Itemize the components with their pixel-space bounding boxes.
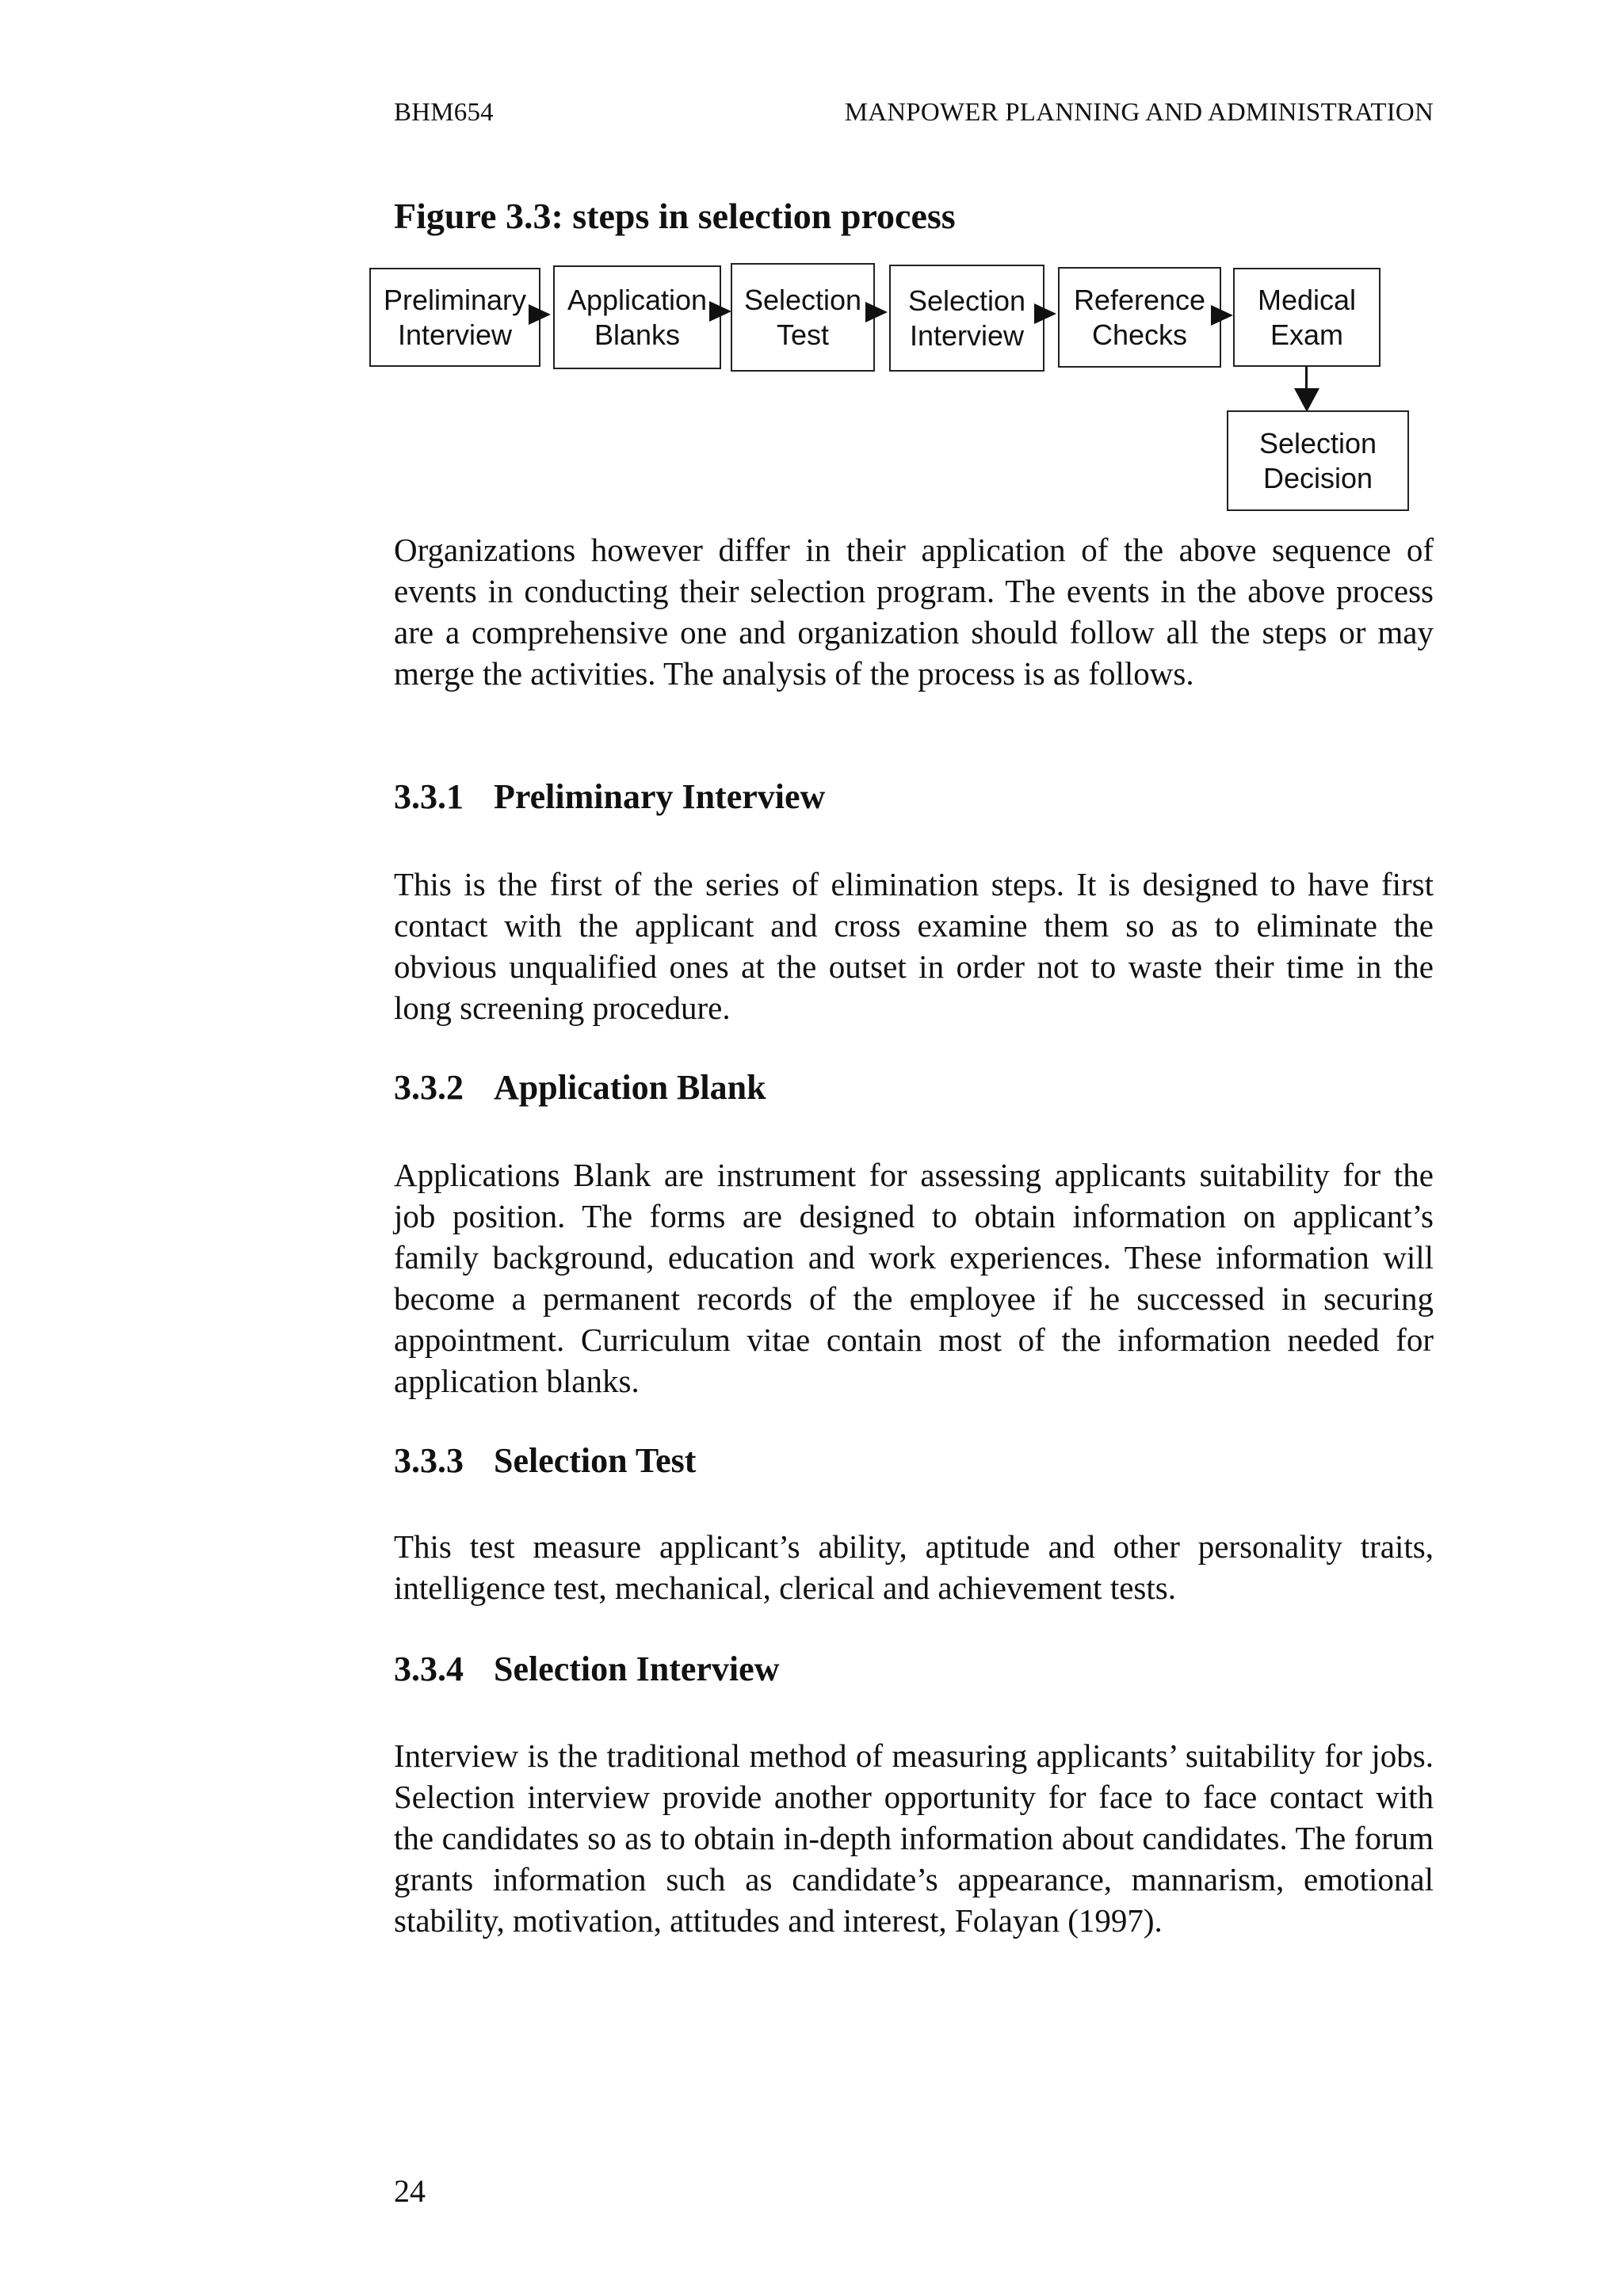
flow-arrow-icon [1211, 305, 1233, 326]
step-box-medical-exam [1233, 268, 1381, 367]
step-box-selection-decision [1227, 410, 1409, 511]
section-title: Application Blank [494, 1068, 766, 1107]
step-box-application-blanks [553, 265, 721, 369]
step-box-selection-test [731, 263, 875, 372]
step-label: Preliminary [383, 283, 527, 316]
flow-arrow-icon [865, 302, 888, 322]
section-paragraph-3-3-1: This is the first of the series of elimination steps. It is designed to have first contact with the applicant and cross examine them so as to eliminate the obvious unqualified ones at the outset in order not to waste their time in the long screening procedure. [394, 866, 1434, 1026]
step-label: Medical [1257, 283, 1357, 316]
section-number: 3.3.1 [394, 777, 464, 816]
flow-connector-line [1305, 367, 1308, 391]
step-label: Application [567, 283, 708, 316]
section-title: Selection Interview [494, 1650, 780, 1688]
flow-arrow-icon [709, 301, 731, 322]
header-course-code: BHM654 [394, 98, 494, 127]
section-title: Selection Test [494, 1441, 697, 1480]
section-paragraph-3-3-4: Interview is the traditional method of measuring applicants’ suitability for jobs. Selection interview provide another opportunity for face to face contact with the candidates so as to obtain in-depth information about candidates. The forum grants information such as candidate’s appearance, mannarism, emotional stability, motivation, attitudes and interest, Folayan (1997). [394, 1737, 1434, 1939]
section-heading-3-3-4 [394, 1649, 779, 1689]
step-label: Interview [909, 318, 1025, 352]
flow-arrow-down-icon [1294, 388, 1319, 412]
step-box-preliminary-interview [369, 268, 540, 367]
step-box-reference-checks [1058, 267, 1221, 368]
step-label: Interview [397, 318, 513, 351]
section-number: 3.3.2 [394, 1068, 464, 1107]
step-label: Checks [1091, 318, 1188, 351]
figure-title: Figure 3.3: steps in selection process [394, 196, 956, 236]
header-course-title: MANPOWER PLANNING AND ADMINISTRATION [844, 98, 1434, 127]
intro-paragraph: Organizations however differ in their application of the above sequence of events in conducting their selection program. The events in the above process are a comprehensive one and organization should follow all the steps or may merge the activities. The analysis of the process is as follows. [394, 532, 1434, 692]
section-number: 3.3.3 [394, 1441, 464, 1480]
flow-arrow-icon [1034, 303, 1056, 324]
section-paragraph-3-3-3: This test measure applicant’s ability, aptitude and other personality traits, intelligence test, mechanical, clerical and achievement tests. [394, 1528, 1434, 1606]
section-number: 3.3.4 [394, 1650, 464, 1688]
step-label: Test [776, 318, 830, 351]
section-heading-3-3-3 [394, 1440, 696, 1481]
step-label: Decision [1262, 461, 1373, 494]
step-label: Selection [907, 284, 1026, 317]
section-heading-3-3-1 [394, 776, 825, 817]
section-heading-3-3-2 [394, 1067, 766, 1108]
step-box-selection-interview [889, 265, 1044, 372]
step-label: Selection [743, 283, 862, 316]
section-paragraph-3-3-2: Applications Blank are instrument for assessing applicants suitability for the job position. The forms are designed to obtain information on applicant’s family background, education and work experiences. These information will become a permanent records of the employee if he successed in securing appointment. Curriculum vitae contain most of the information needed for application blanks. [394, 1157, 1434, 1399]
page-number: 24 [394, 2173, 426, 2209]
section-title: Preliminary Interview [494, 777, 826, 816]
flow-arrow-icon [529, 304, 551, 325]
step-label: Reference [1073, 283, 1206, 316]
step-label: Exam [1270, 318, 1344, 351]
step-label: Blanks [594, 318, 681, 351]
step-label: Selection [1258, 426, 1377, 460]
selection-process-diagram [0, 0, 1623, 555]
